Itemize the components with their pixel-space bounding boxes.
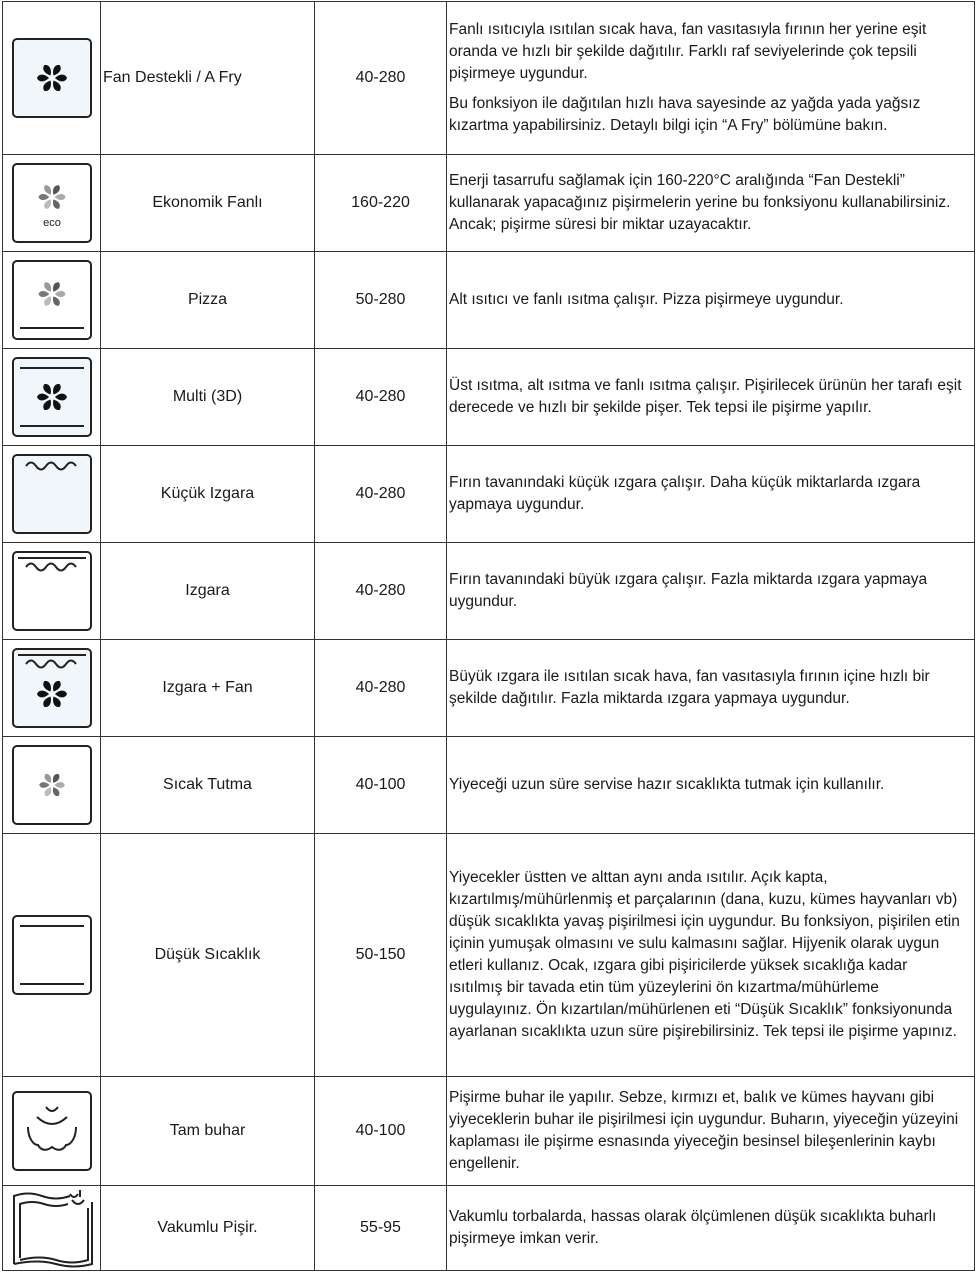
table-row: [3, 543, 975, 640]
function-name: Izgara: [101, 543, 315, 640]
function-description: [447, 155, 975, 252]
function-description: [447, 543, 975, 640]
function-description: [447, 446, 975, 543]
icon-cell: [3, 446, 101, 543]
temperature-range: 40-280: [315, 349, 447, 446]
description-paragraph: Fırın tavanındaki büyük ızgara çalışır. Fazla miktarda ızgara yapmaya uygundur.: [449, 570, 928, 610]
function-name: Vakumlu Pişir.: [101, 1186, 315, 1271]
fan-icon: [10, 36, 94, 120]
description-paragraph: Vakumlu torbalarda, hassas olarak ölçümlenen düşük sıcaklıkta buharlı pişirmeye imkan verir.: [449, 1207, 937, 1247]
temperature-range: 40-280: [315, 446, 447, 543]
function-description: [447, 252, 975, 349]
description-paragraph: Bu fonksiyon ile dağıtılan hızlı hava sayesinde az yağda yada yağsız kızartma yapabilirsiniz. Detaylı bilgi için “A Fry” bölümüne bakın.: [449, 94, 921, 134]
function-name: Küçük Izgara: [101, 446, 315, 543]
icon-cell: [3, 155, 101, 252]
small-grill-icon: [10, 452, 94, 536]
pizza-icon: [10, 258, 94, 342]
table-row: [3, 1077, 975, 1186]
table-row: [3, 640, 975, 737]
function-name: Sıcak Tutma: [101, 737, 315, 834]
icon-cell: [3, 252, 101, 349]
function-description: [447, 2, 975, 155]
temperature-range: 50-280: [315, 252, 447, 349]
description-paragraph: Alt ısıtıcı ve fanlı ısıtma çalışır. Pizza pişirmeye uygundur.: [449, 290, 844, 308]
sous-vide-icon: [8, 1188, 96, 1268]
multi-3d-icon: [10, 355, 94, 439]
table-row: [3, 446, 975, 543]
icon-cell: [3, 543, 101, 640]
temperature-range: 160-220: [315, 155, 447, 252]
function-description: [447, 349, 975, 446]
function-name: Fan Destekli / A Fry: [101, 2, 315, 155]
function-name: Pizza: [101, 252, 315, 349]
icon-cell: [3, 2, 101, 155]
function-description: [447, 1186, 975, 1271]
description-paragraph: Fanlı ısıtıcıyla ısıtılan sıcak hava, fan vasıtasıyla fırının her yerine eşit oranda ve hızlı bir şekilde dağıtılır. Farklı raf seviyelerinde çok tepsili pişirmeye uygundur.: [449, 20, 927, 82]
icon-cell: [3, 1186, 101, 1271]
icon-cell: [3, 1077, 101, 1186]
eco-label: eco: [42, 217, 61, 229]
description-paragraph: Pişirme buhar ile yapılır. Sebze, kırmızı et, balık ve kümes hayvanı gibi yiyeceklerin buhar ile pişirilmesi için uygundur. Buharın, yiyeceğin yüzeyini kaplaması ile pişirme esnasında yiyeceğin besinsel bileşenlerinin kaybı engellenir.: [449, 1088, 959, 1172]
table-row: [3, 1186, 975, 1271]
table-row: [3, 737, 975, 834]
eco-fan-icon: [10, 161, 94, 245]
icon-cell: [3, 349, 101, 446]
function-description: [447, 834, 975, 1077]
function-name: Izgara + Fan: [101, 640, 315, 737]
grill-fan-icon: [10, 646, 94, 730]
description-paragraph: Yiyeceği uzun süre servise hazır sıcaklıkta tutmak için kullanılır.: [449, 775, 885, 793]
function-name: Ekonomik Fanlı: [101, 155, 315, 252]
description-paragraph: Yiyecekler üstten ve alttan aynı anda ısıtılır. Açık kapta, kızartılmış/mühürlenmiş et parçalarının (dana, kuzu, kümes hayvanları vb) düşük sıcaklıkta yavaş pişirilmesi için uygundur. Bu fonksiyon, pişirilen etin içinin yumuşak olmasını ve sulu kalmasını sağlar. Hijyenik olarak uygun etleri kullanız. Ocak, ızgara gibi pişiricilerde yüksek sıcaklığa kadar ısıtılmış bir tavada etin tüm yüzeylerini ön kızartma/mühürleme uygulayınız. Ön kızartılan/mühürlenen eti “Düşük Sıcaklık” fonksiyonunda ayarlanan sıcaklıkta uzun süre pişirebilirsiniz. Tek tepsi ile pişirme yapınız.: [449, 868, 960, 1040]
table-row: [3, 349, 975, 446]
grill-icon: [10, 549, 94, 633]
full-steam-icon: [10, 1089, 94, 1173]
oven-functions-table: [2, 1, 975, 1271]
description-paragraph: Enerji tasarrufu sağlamak için 160-220°C aralığında “Fan Destekli” kullanarak yapacağınız pişirmelerin yerine bu fonksiyonu kullanabilirsiniz. Ancak; pişirme süresi bir miktar uzayacaktır.: [449, 171, 951, 233]
description-paragraph: Üst ısıtma, alt ısıtma ve fanlı ısıtma çalışır. Pişirilecek ürünün her tarafı eşit derecede ve hızlı bir şekilde pişer. Tek tepsi ile pişirme yapılır.: [449, 376, 962, 416]
function-name: Düşük Sıcaklık: [101, 834, 315, 1077]
function-name: Tam buhar: [101, 1077, 315, 1186]
table-row: [3, 2, 975, 155]
description-paragraph: Fırın tavanındaki küçük ızgara çalışır. Daha küçük miktarlarda ızgara yapmaya uygundur.: [449, 473, 921, 513]
icon-cell: [3, 834, 101, 1077]
temperature-range: 40-280: [315, 2, 447, 155]
icon-cell: [3, 737, 101, 834]
description-paragraph: Büyük ızgara ile ısıtılan sıcak hava, fan vasıtasıyla fırının içine hızlı bir şekilde dağıtılır. Fazla miktarda ızgara yapmaya uygundur.: [449, 667, 930, 707]
temperature-range: 55-95: [315, 1186, 447, 1271]
function-description: [447, 737, 975, 834]
table-row: [3, 252, 975, 349]
keep-warm-icon: [10, 743, 94, 827]
temperature-range: 40-100: [315, 737, 447, 834]
icon-cell: [3, 640, 101, 737]
temperature-range: 50-150: [315, 834, 447, 1077]
low-temp-icon: [10, 913, 94, 997]
function-name: Multi (3D): [101, 349, 315, 446]
function-description: [447, 1077, 975, 1186]
temperature-range: 40-100: [315, 1077, 447, 1186]
table-row: [3, 155, 975, 252]
function-description: [447, 640, 975, 737]
temperature-range: 40-280: [315, 543, 447, 640]
temperature-range: 40-280: [315, 640, 447, 737]
table-row: [3, 834, 975, 1077]
